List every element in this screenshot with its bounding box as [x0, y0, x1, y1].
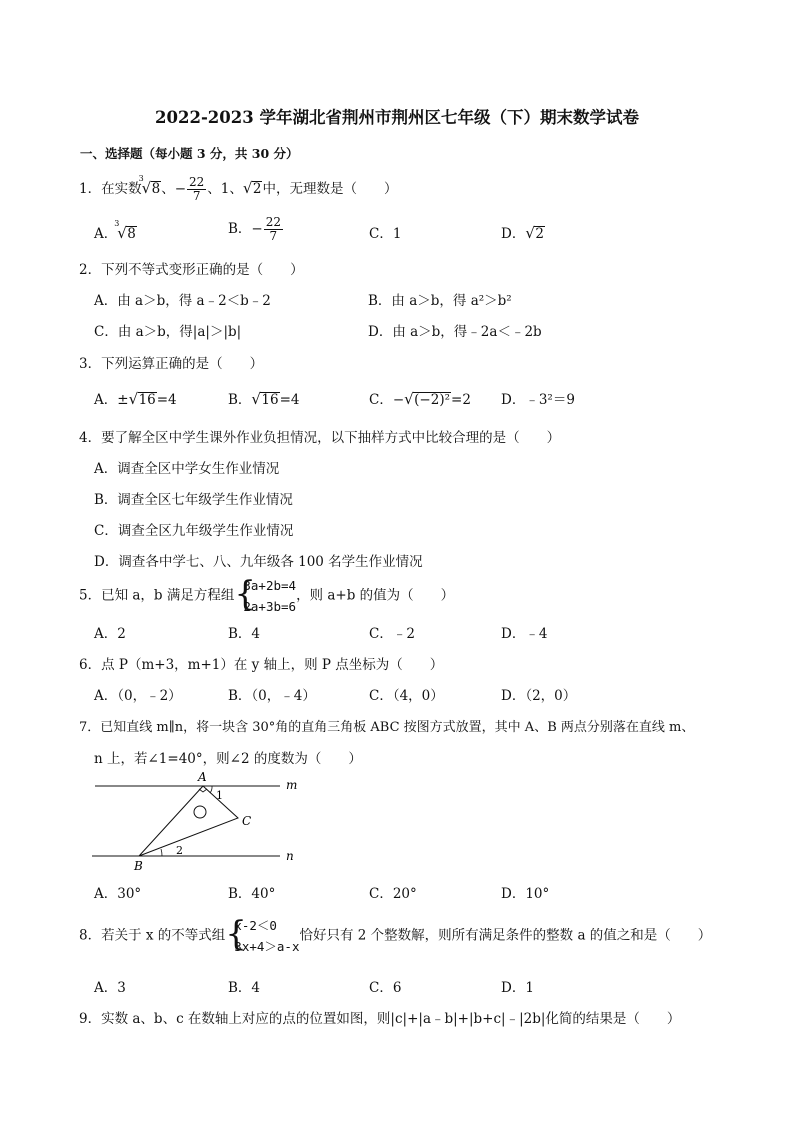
- section-heading: 一、选择题（每小题 3 分，共 30 分）: [80, 146, 299, 161]
- label-m: m: [286, 778, 298, 792]
- angle-1-arc: [210, 786, 212, 793]
- question-8-stem: 8．若关于 x 的不等式组 { x-2＜0 3x+4＞a-x 恰好只有 2 个整数解，则所有满足条件的整数 a 的值之和是（ ）: [79, 915, 711, 957]
- question-3-option-c: C．− √ (−2)²=2: [369, 390, 471, 408]
- square-root: √ 2: [242, 179, 262, 197]
- question-7-option-a: A．30°: [94, 886, 142, 902]
- question-1-option-b: B．− $\frac{22}{7}$: [228, 215, 282, 243]
- question-7-option-b: B．40°: [228, 886, 276, 902]
- question-2-option-c: C．由 a＞b，得|a|＞|b|: [94, 324, 242, 340]
- question-5-option-c: C．﹣2: [369, 626, 415, 642]
- fraction: $\frac{22}{7}$: [189, 175, 205, 203]
- triangle-abc: [139, 786, 238, 856]
- label-c: C: [242, 814, 252, 828]
- cube-root: 3 √ 8: [114, 219, 136, 242]
- triangle-figure: [90, 768, 310, 878]
- question-6-option-a: A．（0，﹣2）: [94, 688, 182, 704]
- exam-title: 2022-2023 学年湖北省荆州市荆州区七年级（下）期末数学试卷: [155, 108, 639, 127]
- question-1-option-a: A． 3 √ 8: [94, 219, 136, 242]
- question-8-option-c: C．6: [369, 980, 402, 996]
- square-root: √ 16: [128, 390, 156, 408]
- question-2-stem: 2．下列不等式变形正确的是（ ）: [79, 262, 304, 278]
- square-root: √ (−2)²: [404, 390, 451, 408]
- question-4-option-b: B．调查全区七年级学生作业情况: [94, 492, 293, 508]
- angle-1-label: 1: [216, 789, 223, 802]
- question-4-stem: 4．要了解全区中学生课外作业负担情况，以下抽样方式中比较合理的是（ ）: [79, 430, 561, 446]
- question-5-option-b: B．4: [228, 626, 261, 642]
- question-9-stem: 9．实数 a、b、c 在数轴上对应的点的位置如图，则|c|+|a﹣b|+|b+c|﹣|2b|化简的结果是（ ）: [79, 1011, 681, 1027]
- angle-2-label: 2: [176, 844, 183, 857]
- question-8-option-a: A．3: [94, 980, 126, 996]
- question-5-option-d: D．﹣4: [501, 626, 548, 642]
- question-1-option-d: D． √ 2: [501, 224, 544, 242]
- question-6-stem: 6．点 P（m+3，m+1）在 y 轴上，则 P 点坐标为（ ）: [79, 657, 444, 673]
- question-7-line-1: 7．已知直线 m∥n，将一块含 30°角的直角三角板 ABC 按图方式放置，其中 A、B 两点分别落在直线 m、: [79, 720, 695, 735]
- question-4-option-a: A．调查全区中学女生作业情况: [94, 461, 280, 477]
- angle-2-arc: [161, 849, 162, 856]
- question-6-option-c: C．（4，0）: [369, 688, 444, 704]
- question-3-stem: 3．下列运算正确的是（ ）: [79, 356, 264, 372]
- question-2-option-d: D．由 a＞b，得﹣2a＜﹣2b: [368, 324, 542, 340]
- question-5-stem: 5．已知 a，b 满足方程组 { 3a+2b=4 2a+3b=6 ，则 a+b 的值为（ ）: [79, 575, 454, 617]
- question-4-option-c: C．调查全区九年级学生作业情况: [94, 523, 294, 539]
- question-3-option-a: A．± √ 16=4: [94, 390, 177, 408]
- question-8-option-d: D．1: [501, 980, 534, 996]
- question-7-line-2: n 上，若∠1=40°，则∠2 的度数为（ ）: [94, 751, 362, 767]
- question-6-option-b: B．（0，﹣4）: [228, 688, 316, 704]
- question-3-option-b: B． √ 16=4: [228, 390, 300, 408]
- label-n: n: [286, 849, 294, 863]
- equation-system: { 3a+2b=4 2a+3b=6: [234, 574, 297, 614]
- question-6-option-d: D．（2，0）: [501, 688, 577, 704]
- square-root: √ 16: [251, 390, 279, 408]
- triangle-hole: [194, 806, 206, 818]
- question-2-option-b: B．由 a＞b，得 a²＞b²: [368, 293, 512, 309]
- question-3-option-d: D．﹣3²＝9: [501, 392, 575, 408]
- fraction: $\frac{22}{7}$: [265, 215, 282, 243]
- question-7-option-d: D．10°: [501, 886, 550, 902]
- cube-root: 3 √ 8: [138, 174, 161, 197]
- question-4-option-d: D．调查各中学七、八、九年级各 100 名学生作业情况: [94, 554, 423, 570]
- label-a: A: [198, 770, 207, 784]
- question-1-stem: 1．在实数 3 √ 8、− $\frac{22}{7}$ 、1、 √ 2中，无理数是（ ）: [79, 174, 398, 203]
- square-root: √ 2: [525, 224, 544, 242]
- question-7-option-c: C．20°: [369, 886, 417, 902]
- question-2-option-a: A．由 a＞b，得 a﹣2＜b﹣2: [94, 293, 271, 309]
- right-angle-mark: [199, 789, 207, 792]
- question-5-option-a: A．2: [94, 626, 126, 642]
- inequality-system: { x-2＜0 3x+4＞a-x: [225, 914, 300, 954]
- question-8-option-b: B．4: [228, 980, 261, 996]
- label-b: B: [134, 859, 143, 873]
- question-1-option-c: C．1: [369, 226, 402, 242]
